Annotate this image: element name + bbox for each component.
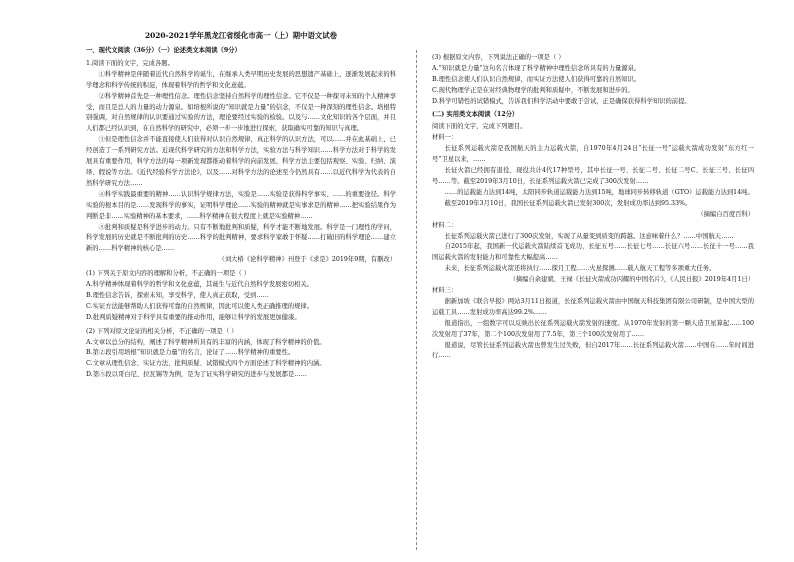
material-source: （摘编自百度百科） [697, 210, 754, 218]
question-1 [86, 269, 396, 324]
material-paragraph: 自2015年起，我国新一代运载火箭陆续首飞成功，长征五号……长征七号……长征六号……长征十一号……我国运载火箭的发射能力和可靠性大幅提高…… [432, 243, 754, 262]
reading-intro: 阅读下面的文字，完成下列题目。 [432, 123, 527, 131]
right-column [432, 53, 754, 362]
option-a: A.文章以总分的结构，阐述了科学精神所具有的丰富的内涵，体现了科学精神的价值。 [86, 338, 326, 346]
material-paragraph: 据新加坡《联合早报》网站3月11日报道，长征系列运载火箭由中国航天科技集团有限公司研制，是中国大型的运载工具……发射成功率高达99.2%…… [432, 297, 754, 316]
material-paragraph: 截至2019年3月10日，我国长征系列运载火箭已发射300次，发射成功率达到95.33%。 [444, 199, 692, 207]
option-d: D.批判质疑精神对于科学具有重要的推动作用，能够让科学的发展更加健康。 [86, 313, 301, 321]
option-c: C.实证方法能够帮助人们获得可靠的自然规律，因此可以使人类正确推理的规律。 [86, 302, 313, 310]
option-d: D.第⑤段以哥白尼、拉瓦锡等为例，是为了证实科学研究的进步与发展都是…… [86, 371, 307, 379]
section-heading-2: (二) 实用类文本阅读（12分） [432, 110, 519, 118]
option-b: B.第②段引用培根“知识就是力量”的名言，论证了……科学精神的重要性。 [86, 349, 295, 357]
material-label: 材料二： [432, 221, 458, 229]
source-citation: （刘大椿《论科学精神》刊登于《求是》2019年9期，有删改） [218, 256, 396, 264]
left-column [86, 30, 396, 381]
material-paragraph: 报道说，尽管长征系列运载火箭也曾发生过失败，但自2017年……长征系列运载火箭……中国在……年时间进行…… [432, 341, 754, 360]
paragraph-3: ③但是理性信念并不能直接使人们获得对认识自然规律，真正科学的认识方法，可以……并在此基础上，已经创造了一系列研究方法。近现代科学研究的方法和科学方法，实验方法与科学知识……科学方法对于科学的发展具有重要作用，科学方法的每一项新发现都推动着科学的向前发展，科学方法主要包括观察、实验、归纳、演绎、假说等方法。《近代经验科学方法论》，以及……对科学方法的论述至今仍然具有……以近代科学为代表的自然科学研究方法…… [86, 136, 396, 187]
paragraph-2: ②科学精神首先是一种理性信念。理性信念坚持自然科学的理性信念。它不仅是一种探寻未知的个人精神享受，而且是总人的力量的动力源泉。如培根所说的“知识就是力量”的信念，不仅是一种深刻的理性信念。培根特别强调，对自然规律的认识要通过实验的方法，理论要经过实验的检验。以及与……文化知识的各个层面，并且人们都已经认识到，在自然科学的研究中，必须一步一步地进行探索，获取确实可靠的知识与真理。 [86, 92, 396, 133]
reading-intro: 1.阅读下面的文字，完成各题。 [86, 59, 174, 67]
paragraph-5: ⑤批判和质疑是科学进步的动力。只有不断地批判和质疑，科学才能不断地发展。科学是一门理性的学问，科学发展的历史就是不断批判的历史……科学的批判精神，要求科学家敢于怀疑……打破旧的科学理论……建立新的……科学精神的核心是…… [86, 223, 396, 253]
material-label: 材料一： [432, 134, 458, 142]
question-3 [432, 53, 754, 108]
material-label: 材料三： [432, 287, 458, 295]
paragraph-1: ①科学精神是伴随着近代自然科学的诞生，在继承人类早期历史发展的思想遗产基础上，逐渐发展起来的科学理念和科学传统的积淀，体现着科学的哲学和文化意蕴。 [86, 70, 396, 89]
option-c: C.文章从理性信念、实证方法、批判质疑、试错模式四个方面论述了科学精神的内涵。 [86, 360, 326, 368]
question-2 [86, 327, 396, 382]
section-heading-1: 一、现代文阅读（36分）（一）论述类文本阅读（9分） [86, 47, 241, 54]
material-paragraph: ……的运载能力达到14吨，太阳同步轨道运载能力达到15吨，地球同步转移轨道（GTO）运载能力达到14吨。 [444, 188, 754, 196]
question-stem: (1) 下列关于原文内容的理解和分析，不正确的一项是（ ） [86, 270, 251, 278]
material-paragraph: 长征系列运载火箭是我国航天的主力运载火箭，自1970年4月24日“长征一号”运载火箭成功发射“东方红一号”卫星以来，…… [432, 145, 754, 164]
option-d: D.科学可错性的试错模式，告诉我们科学活动中要敢于尝试，正是确保获得科学知识的前提。 [432, 97, 691, 105]
material-paragraph: 长征火箭已经拥有退役、现役共计4代17种型号，其中长征一号、长征二号、长征二号C、长征三号、长征四号……等。截至2019年3月10日，长征系列运载火箭已完成了300次发射…… [432, 167, 754, 185]
option-c: C.现代物理学正是在对经典物理学的批判和质疑中，不断发展和进步的。 [432, 86, 634, 94]
material-paragraph: 长征系列运载火箭已进行了300次发射，实现了从量变到质变的跨越。这意味着什么？……中国航天…… [444, 232, 734, 240]
page-title: 2020-2021学年黑龙江省绥化市高一（上）期中语文试卷 [144, 31, 338, 40]
material-paragraph: 报道指出，一组数字可以反映出长征系列运载火箭发射的速度。从1970年发射的第一颗人造卫星算起……100次发射用了37年，第二个100次发射用了7.5年，第三个100次发射用了…… [432, 319, 754, 338]
option-b: B.理性信念告诉，探索未知，享受科学，使人真正获取，受到…… [86, 291, 269, 299]
question-stem: (3) 根据原文内容，下列说法正确的一项是（ ） [432, 54, 565, 61]
material-source: （摘编自余建斌、王禄《长征火箭成功闪耀的中国名片》，《人民日报》2019年4月1日） [509, 276, 754, 284]
option-b: B.理性信念使人们认识自然规律，而实证方法使人们获得可靠的自然知识。 [432, 75, 641, 83]
question-stem: (2) 下列对原文论证的相关分析，不正确的一项是（ ） [86, 327, 238, 335]
material-paragraph: 未来，长征系列运载火箭还将执行……探月工程……火星探测……载人航天工程等多项重大任务。 [444, 265, 716, 273]
option-a: A.“知识就是力量”这句名言体现了科学精神中理性信念所具有的力量源泉。 [432, 64, 641, 72]
option-a: A.科学精神体现着科学的哲学和文化意蕴，其诞生与近代自然科学发展密切相关。 [86, 281, 313, 289]
column-divider [416, 50, 417, 550]
paragraph-4: ④科学实践最重要的精神……认识科学规律方法，实验是……实验是获得科学事实、……的重要途径。科学实验的根本目的是……发现科学的事实，证明科学理论……实验的精神就是实事求是的精神……把实验结果作为判断是非……实验精神的基本要求，……科学精神在很大程度上就是实验精神…… [86, 190, 396, 220]
